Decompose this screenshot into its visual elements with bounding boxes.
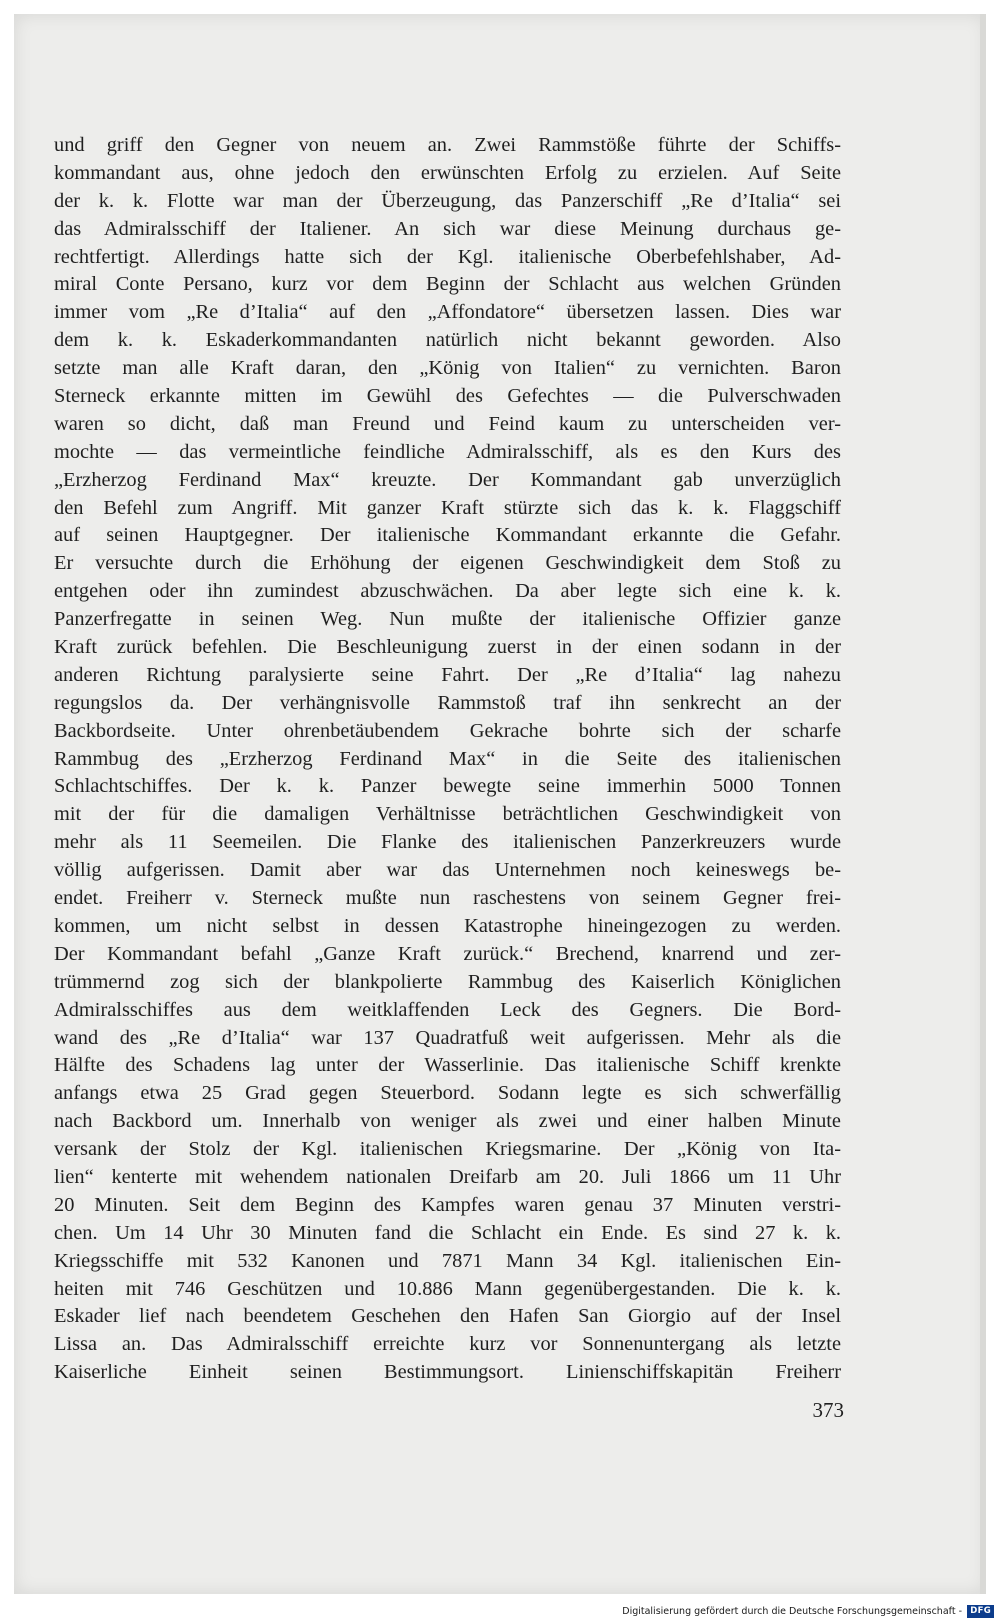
text-line: der k. k. Flotte war man der Überzeugung, das Panzerschiff „Re d’Italia“ sei	[54, 189, 841, 212]
text-line: waren so dicht, daß man Freund und Feind kaum zu unterscheiden ver-	[54, 412, 841, 435]
page-number: 373	[812, 1398, 844, 1422]
text-line: das Admiralsschiff der Italiener. An sich war diese Meinung durchaus ge-	[54, 217, 841, 240]
digitization-credit: Digitalisierung gefördert durch die Deutsche Forschungsgemeinschaft -	[622, 1606, 962, 1617]
text-line: regungslos da. Der verhängnisvolle Rammstoß traf ihn senkrecht an der	[54, 691, 841, 714]
text-line: mehr als 11 Seemeilen. Die Flanke des italienischen Panzerkreuzers wurde	[54, 831, 841, 854]
text-line: „Erzherzog Ferdinand Max“ kreuzte. Der Kommandant gab unverzüglich	[54, 468, 841, 491]
text-line: rechtfertigt. Allerdings hatte sich der Kgl. italienische Oberbefehlshaber, Ad-	[54, 245, 841, 268]
dfg-logo: DFG	[967, 1605, 994, 1618]
text-line: setzte man alle Kraft daran, den „König von Italien“ zu vernichten. Baron	[54, 357, 841, 380]
text-line: auf seinen Hauptgegner. Der italienische Kommandant erkannte die Gefahr.	[54, 524, 841, 547]
text-line: Hälfte des Schadens lag unter der Wasserlinie. Das italienische Schiff krenkte	[54, 1054, 841, 1077]
text-line: trümmernd zog sich der blankpolierte Rammbug des Kaiserlich Königlichen	[54, 970, 841, 993]
text-line: chen. Um 14 Uhr 30 Minuten fand die Schlacht ein Ende. Es sind 27 k. k.	[54, 1221, 841, 1244]
text-line: Sterneck erkannte mitten im Gewühl des Gefechtes — die Pulverschwaden	[54, 385, 841, 408]
text-line: entgehen oder ihn zumindest abzuschwächen. Da aber legte sich eine k. k.	[54, 580, 841, 603]
text-line: dem k. k. Eskaderkommandanten natürlich nicht bekannt geworden. Also	[54, 329, 841, 352]
text-line: endet. Freiherr v. Sterneck mußte nun raschestens von seinem Gegner frei-	[54, 887, 841, 910]
text-line: miral Conte Persano, kurz vor dem Beginn der Schlacht aus welchen Gründen	[54, 273, 841, 296]
text-line: heiten mit 746 Geschützen und 10.886 Mann gegenübergestanden. Die k. k.	[54, 1277, 841, 1300]
text-line: völlig aufgerissen. Damit aber war das Unternehmen noch keineswegs be-	[54, 859, 841, 882]
text-line: wand des „Re d’Italia“ war 137 Quadratfuß weit aufgerissen. Mehr als die	[54, 1026, 841, 1049]
text-line: Rammbug des „Erzherzog Ferdinand Max“ in die Seite des italienischen	[54, 747, 841, 770]
text-line: immer vom „Re d’Italia“ auf den „Affondatore“ übersetzen lassen. Dies war	[54, 301, 841, 324]
text-line: mochte — das vermeintliche feindliche Admiralsschiff, als es den Kurs des	[54, 440, 841, 463]
text-line: Lissa an. Das Admiralsschiff erreichte kurz vor Sonnenuntergang als letzte	[54, 1333, 841, 1356]
text-line: Kaiserliche Einheit seinen Bestimmungsort. Linienschiffskapitän Freiherr	[54, 1361, 841, 1384]
text-line: Schlachtschiffes. Der k. k. Panzer bewegte seine immerhin 5000 Tonnen	[54, 775, 841, 798]
text-line: Backbordseite. Unter ohrenbetäubendem Gekrache bohrte sich der scharfe	[54, 719, 841, 742]
text-line: anfangs etwa 25 Grad gegen Steuerbord. Sodann legte es sich schwerfällig	[54, 1082, 841, 1105]
text-line: mit der für die damaligen Verhältnisse beträchtlichen Geschwindigkeit von	[54, 803, 841, 826]
text-line: Eskader lief nach beendetem Geschehen den Hafen San Giorgio auf der Insel	[54, 1305, 841, 1328]
text-line: Kriegsschiffe mit 532 Kanonen und 7871 Mann 34 Kgl. italienischen Ein-	[54, 1249, 841, 1272]
text-line: Kraft zurück befehlen. Die Beschleunigung zuerst in der einen sodann in der	[54, 636, 841, 659]
text-line: 20 Minuten. Seit dem Beginn des Kampfes waren genau 37 Minuten verstri-	[54, 1193, 841, 1216]
text-line: Der Kommandant befahl „Ganze Kraft zurück.“ Brechend, knarrend und zer-	[54, 942, 841, 965]
text-line: lien“ kenterte mit wehendem nationalen Dreifarb am 20. Juli 1866 um 11 Uhr	[54, 1165, 841, 1188]
text-line: anderen Richtung paralysierte seine Fahrt. Der „Re d’Italia“ lag nahezu	[54, 663, 841, 686]
text-line: kommen, um nicht selbst in dessen Katastrophe hineingezogen zu werden.	[54, 914, 841, 937]
text-line: kommandant aus, ohne jedoch den erwünschten Erfolg zu erzielen. Auf Seite	[54, 161, 841, 184]
text-line: Admiralsschiffes aus dem weitklaffenden Leck des Gegners. Die Bord-	[54, 998, 841, 1021]
scan-edge	[980, 14, 986, 1594]
text-line: und griff den Gegner von neuem an. Zwei Rammstöße führte der Schiffs-	[54, 134, 841, 156]
text-line: versank der Stolz der Kgl. italienischen Kriegsmarine. Der „König von Ita-	[54, 1138, 841, 1161]
body-text	[54, 132, 841, 1387]
text-line: nach Backbord um. Innerhalb von weniger als zwei und einer halben Minute	[54, 1110, 841, 1133]
text-line: Er versuchte durch die Erhöhung der eigenen Geschwindigkeit dem Stoß zu	[54, 552, 841, 575]
text-line: den Befehl zum Angriff. Mit ganzer Kraft stürzte sich das k. k. Flaggschiff	[54, 496, 841, 519]
text-line: Panzerfregatte in seinen Weg. Nun mußte der italienische Offizier ganze	[54, 608, 841, 631]
scanned-page	[14, 14, 986, 1594]
